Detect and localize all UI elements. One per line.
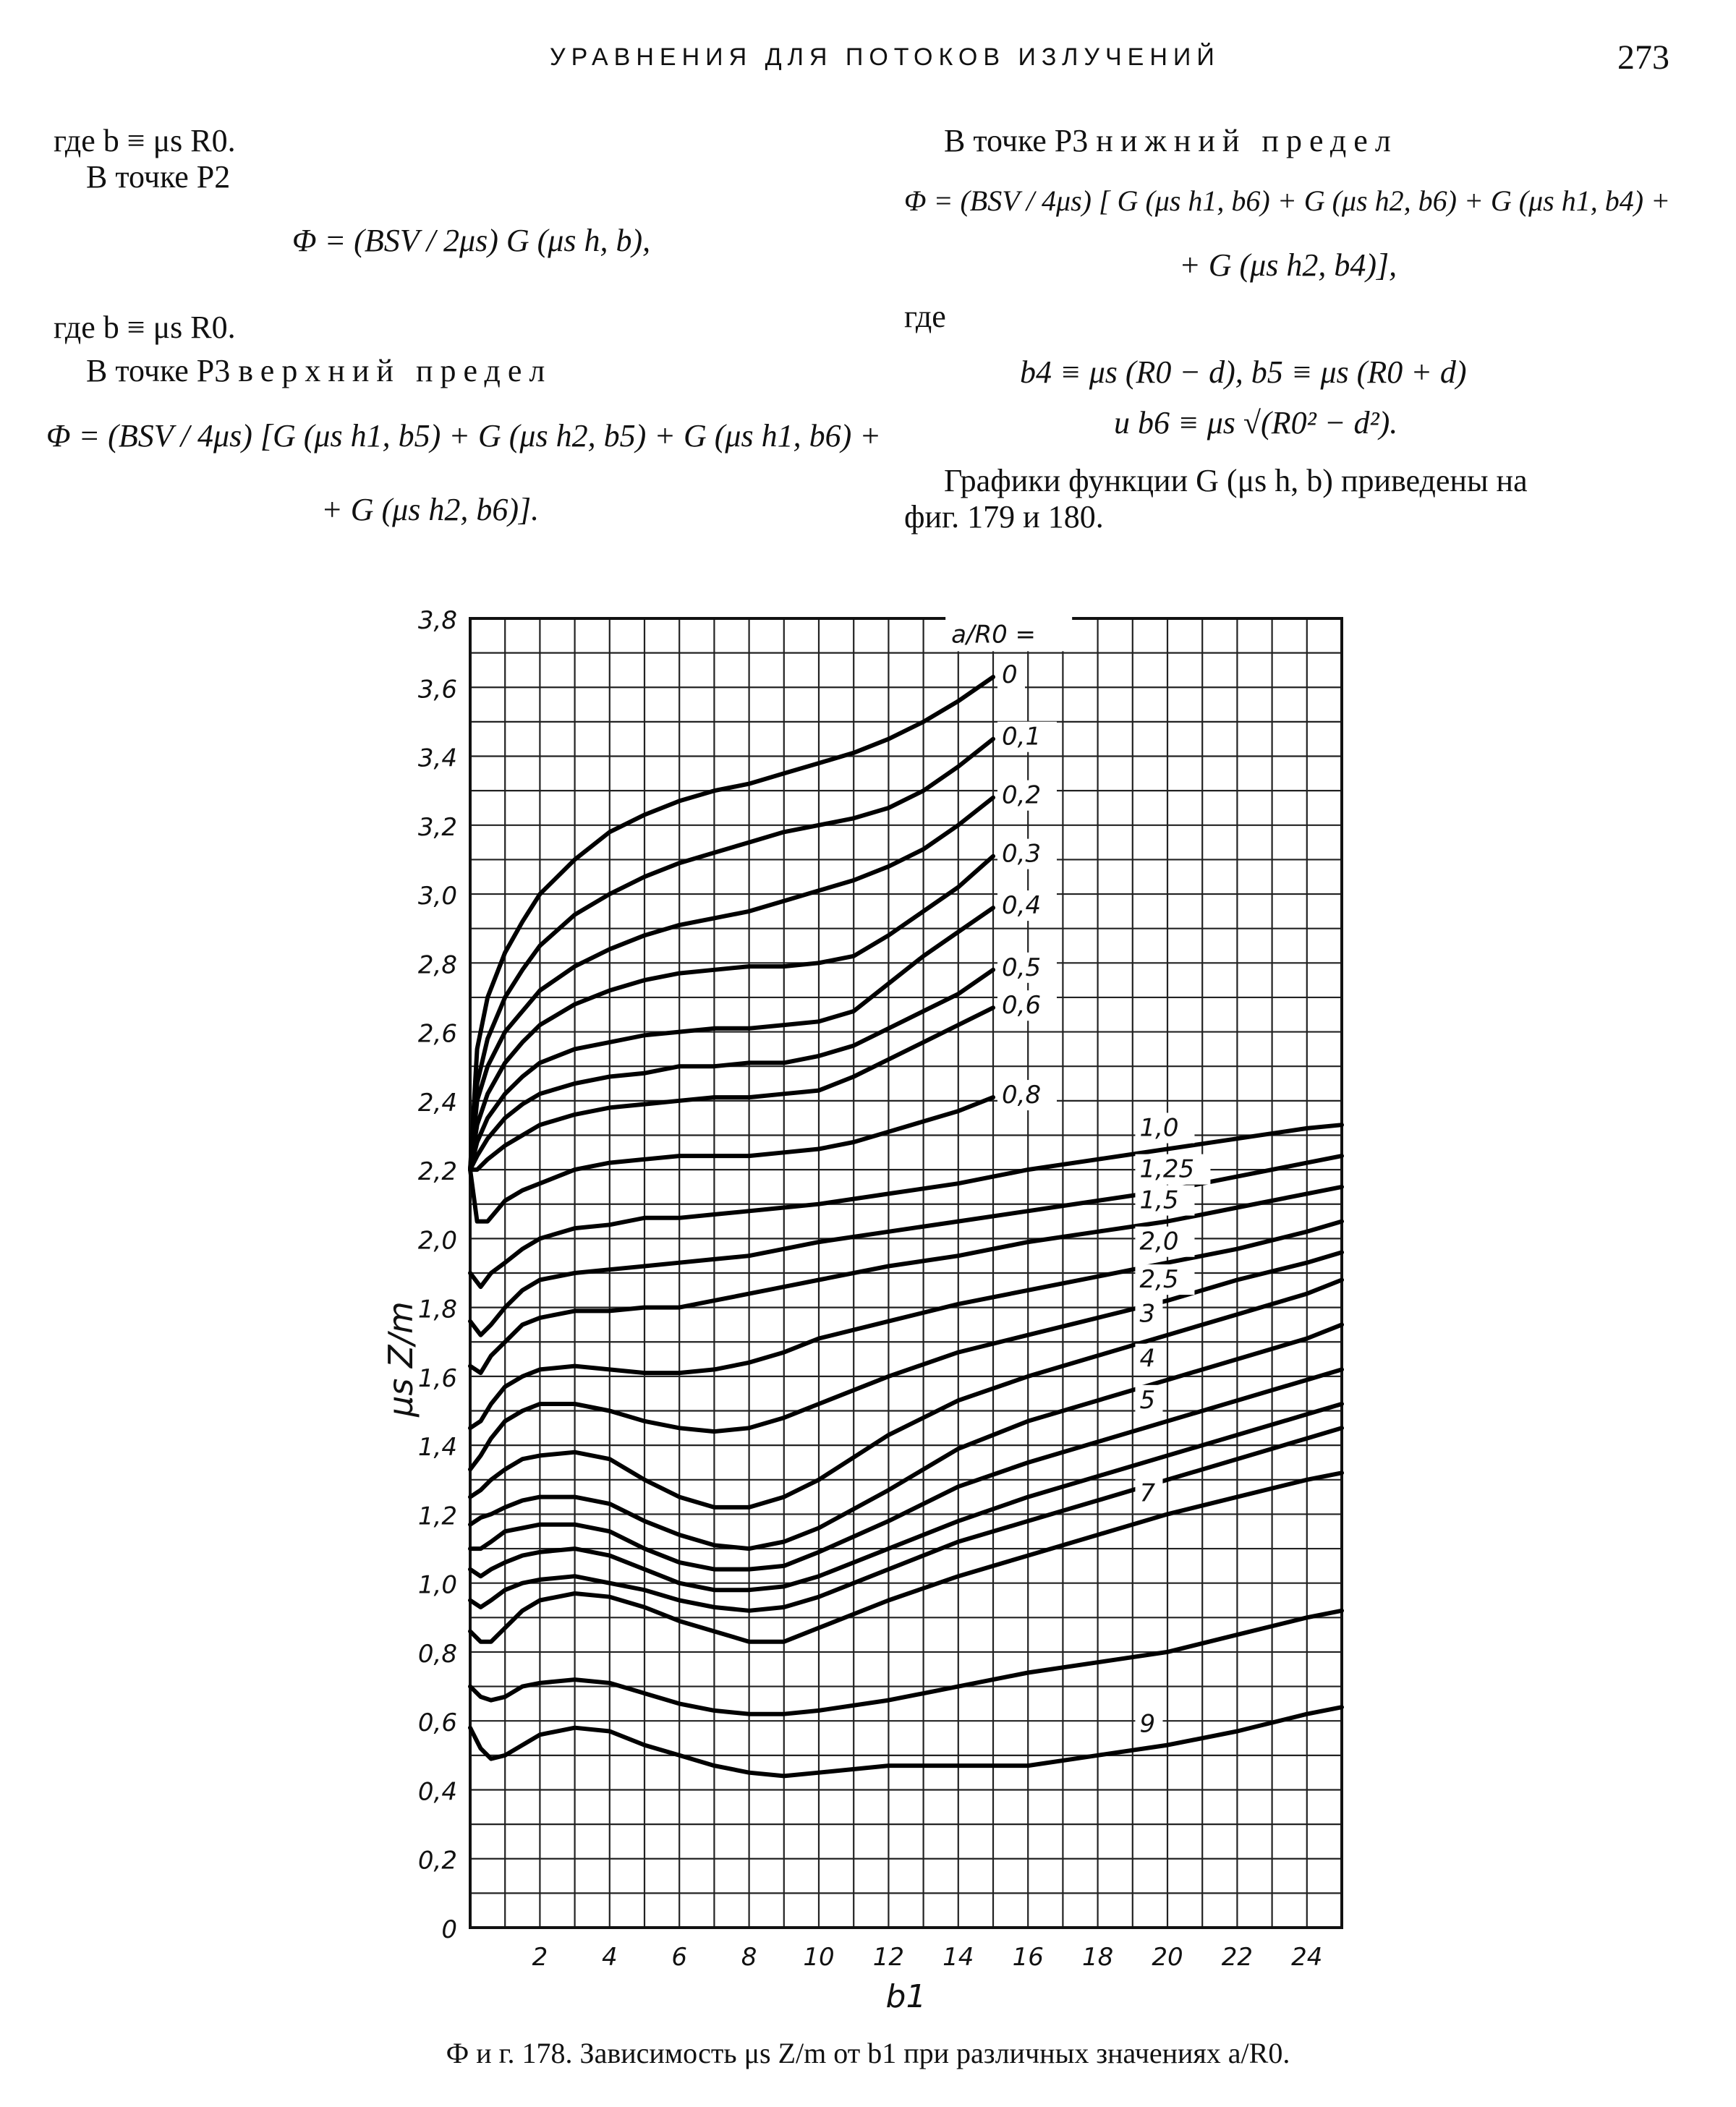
series-label-0.1: 0,1 [1002, 722, 1042, 752]
x-tick-label: 2 [532, 1943, 548, 1972]
series-line-2.0 [470, 1222, 1342, 1429]
y-tick-label: 3,4 [417, 744, 457, 773]
series-line-0.4 [470, 908, 993, 1170]
y-tick-label: 2,6 [417, 1019, 457, 1049]
series-label-0.5: 0,5 [1002, 953, 1042, 982]
x-tick-label: 6 [671, 1943, 688, 1972]
x-tick-label: 24 [1291, 1943, 1323, 1972]
y-tick-label: 1,8 [417, 1295, 457, 1324]
series-line-3 [470, 1280, 1342, 1507]
series-label-1.5: 1,5 [1139, 1186, 1179, 1215]
x-tick-label: 8 [741, 1943, 757, 1972]
equation-p3-lower: Φ = (BSV / 4μs) [ G (μs h1, b6) + G (μs h2, b6) + G (μs h1, b4) + [904, 184, 1671, 217]
equation-p2: Φ = (BSV / 2μs) G (μs h, b), [292, 223, 651, 258]
right-line-4: где [904, 299, 946, 334]
right-line-8: фиг. 179 и 180. [904, 499, 1104, 535]
y-axis-label: μs Z/m [381, 1301, 420, 1417]
right-column [904, 123, 1685, 550]
series-label-0.6: 0,6 [1002, 991, 1042, 1021]
left-line-1: где b ≡ μs R0. [54, 123, 236, 158]
series-line-1.5 [470, 1187, 1342, 1373]
y-tick-label: 0,4 [417, 1777, 457, 1807]
series-line-0.1 [470, 739, 993, 1170]
y-tick-label: 2,0 [417, 1226, 457, 1256]
page-header [0, 38, 1736, 81]
x-tick-label: 10 [803, 1943, 835, 1972]
legend-title: a/R0 = [951, 620, 1037, 650]
series-line-8 [470, 1611, 1342, 1714]
x-axis-label: b1 [885, 1978, 927, 2015]
right-line-1-a: В точке P3 [944, 123, 1089, 158]
series-line-0.5 [470, 970, 993, 1170]
right-line-1 [944, 123, 1398, 160]
x-tick-label: 18 [1081, 1943, 1114, 1972]
x-tick-label: 22 [1221, 1943, 1254, 1972]
series-label-9: 9 [1139, 1709, 1156, 1739]
series-line-9 [470, 1707, 1342, 1776]
y-tick-label: 3,2 [417, 812, 457, 842]
y-tick-label: 0,8 [417, 1639, 457, 1669]
left-line-4: где b ≡ μs R0. [54, 310, 236, 345]
y-tick-label: 1,6 [417, 1363, 457, 1393]
equation-p3-lower-cont: + G (μs h2, b4)], [1179, 247, 1397, 283]
series-label-0.3: 0,3 [1002, 839, 1042, 869]
page-number: 273 [1617, 38, 1669, 77]
left-line-5-a: В точке P3 [86, 353, 231, 388]
figure-caption: Ф и г. 178. Зависимость μs Z/m от b1 при различных значениях a/R0. [446, 2037, 1290, 2069]
series-label-5: 5 [1139, 1385, 1156, 1415]
y-tick-label: 0,2 [417, 1846, 457, 1876]
left-line-5 [86, 353, 552, 390]
y-tick-label: 1,0 [417, 1570, 457, 1600]
left-line-5-b: верхний предел [238, 353, 553, 388]
y-tick-label: 2,2 [417, 1157, 457, 1187]
y-tick-label: 3,0 [417, 882, 457, 911]
equation-b4-b5: b4 ≡ μs (R0 − d), b5 ≡ μs (R0 + d) [1020, 354, 1467, 390]
right-line-1-b: нижний предел [1096, 123, 1398, 158]
equation-p3-upper-cont: + G (μs h2, b6)]. [321, 492, 540, 527]
series-line-4 [470, 1324, 1342, 1549]
x-tick-label: 16 [1012, 1943, 1044, 1972]
y-tick-label: 0 [441, 1915, 457, 1944]
x-tick-label: 14 [943, 1943, 974, 1972]
y-tick-label: 3,6 [417, 675, 457, 705]
series-label-7: 7 [1139, 1478, 1156, 1508]
series-label-4: 4 [1139, 1344, 1156, 1374]
series-line-5 [470, 1369, 1342, 1569]
y-tick-label: 1,4 [417, 1433, 457, 1463]
y-tick-label: 3,8 [417, 606, 457, 635]
right-line-7: Графики функции G (μs h, b) приведены на [944, 463, 1528, 498]
series-line-7 [470, 1473, 1342, 1641]
series-label-2.5: 2,5 [1139, 1265, 1179, 1295]
left-line-2: В точке P2 [86, 159, 231, 195]
chart [376, 600, 1403, 2018]
series-label-0: 0 [1002, 660, 1018, 689]
y-tick-label: 2,8 [417, 950, 457, 980]
equation-b6: и b6 ≡ μs √(R0² − d²). [1114, 405, 1398, 440]
left-column [46, 123, 881, 550]
x-tick-label: 12 [872, 1943, 905, 1972]
series-label-0.2: 0,2 [1002, 780, 1042, 810]
y-tick-label: 0,6 [417, 1708, 457, 1738]
y-tick-label: 2,4 [417, 1088, 457, 1118]
x-tick-label: 4 [601, 1943, 618, 1972]
running-head: УРАВНЕНИЯ ДЛЯ ПОТОКОВ ИЗЛУЧЕНИЙ [550, 43, 1220, 71]
series-line-2.5 [470, 1252, 1342, 1469]
series-label-3: 3 [1139, 1299, 1156, 1329]
series-label-0.8: 0,8 [1002, 1081, 1042, 1110]
figure-178 [376, 600, 1403, 2018]
series-line-0.8 [470, 1097, 993, 1222]
y-tick-label: 1,2 [417, 1502, 457, 1531]
series-label-2.0: 2,0 [1139, 1227, 1179, 1256]
equation-p3-upper: Φ = (BSV / 4μs) [G (μs h1, b5) + G (μs h2, b5) + G (μs h1, b6) + [46, 418, 881, 454]
series-label-0.4: 0,4 [1002, 891, 1042, 921]
series-label-1.0: 1,0 [1139, 1113, 1179, 1143]
series-label-1.25: 1,25 [1139, 1154, 1195, 1184]
x-tick-label: 20 [1152, 1943, 1183, 1972]
series-line-0.2 [470, 798, 993, 1170]
